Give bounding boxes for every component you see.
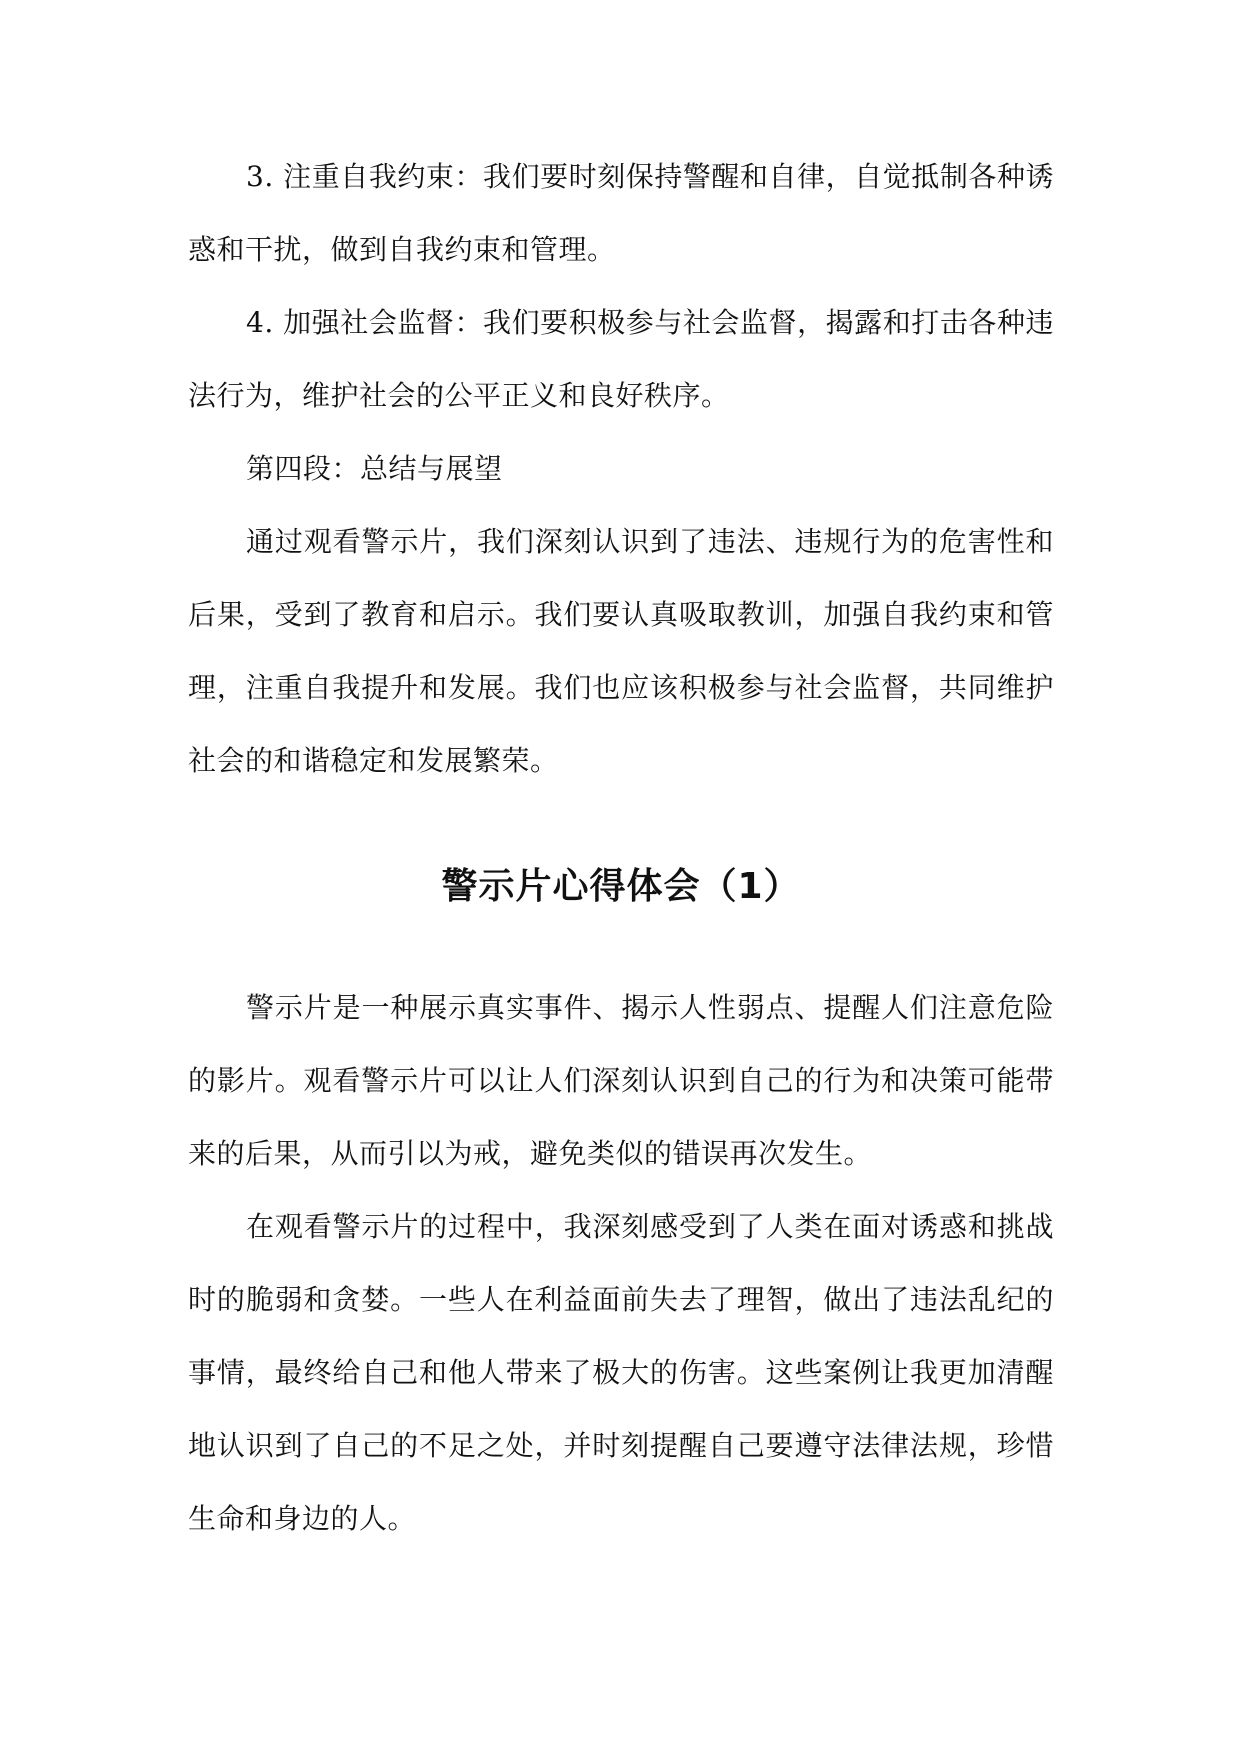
paragraph-self-discipline: 3. 注重自我约束：我们要时刻保持警醒和自律，自觉抵制各种诱惑和干扰，做到自我约束和管理。 bbox=[188, 160, 1054, 266]
document-body bbox=[188, 140, 1054, 1555]
section-title-summary: 第四段：总结与展望 bbox=[246, 452, 503, 485]
paragraph-social-supervision: 4. 加强社会监督：我们要积极参与社会监督，揭露和打击各种违法行为，维护社会的公平正义和良好秩序。 bbox=[188, 306, 1054, 412]
paragraph-intro: 警示片是一种展示真实事件、揭示人性弱点、提醒人们注意危险的影片。观看警示片可以让人们深刻认识到自己的行为和决策可能带来的后果，从而引以为戒，避免类似的错误再次发生。 bbox=[188, 991, 1054, 1170]
paragraph-summary: 通过观看警示片，我们深刻认识到了违法、违规行为的危害性和后果，受到了教育和启示。我们要认真吸取教训，加强自我约束和管理，注重自我提升和发展。我们也应该积极参与社会监督，共同维护社会的和谐稳定和发展繁荣。 bbox=[188, 525, 1054, 777]
document-heading: 警示片心得体会（1） bbox=[441, 866, 801, 907]
paragraph-reflection: 在观看警示片的过程中，我深刻感受到了人类在面对诱惑和挑战时的脆弱和贪婪。一些人在利益面前失去了理智，做出了违法乱纪的事情，最终给自己和他人带来了极大的伤害。这些案例让我更加清醒地认识到了自己的不足之处，并时刻提醒自己要遵守法律法规，珍惜生命和身边的人。 bbox=[188, 1210, 1054, 1535]
